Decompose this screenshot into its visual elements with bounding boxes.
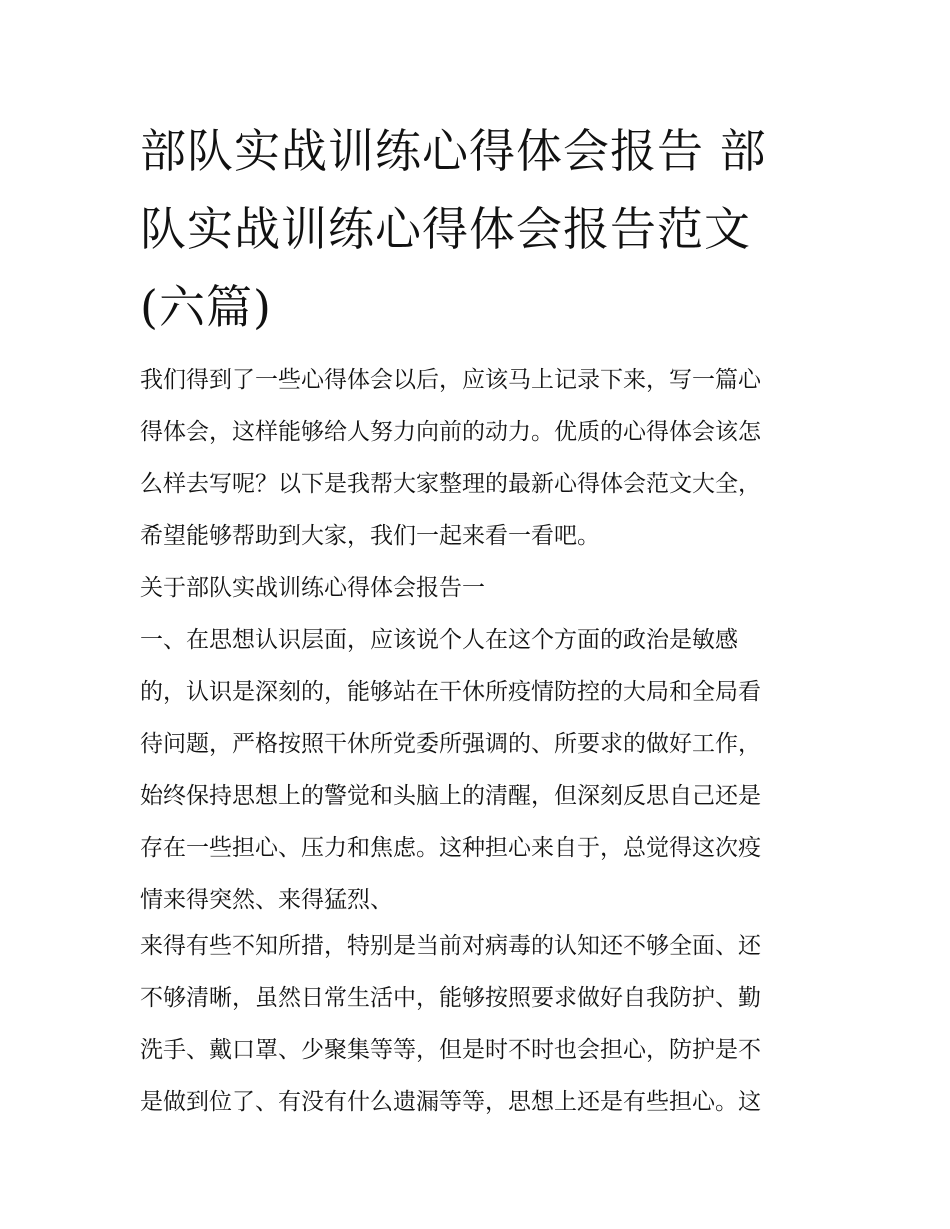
paragraph-line: 始终保持思想上的警觉和头脑上的清醒，但深刻反思自己还是 xyxy=(140,783,761,809)
title-line: (六篇) xyxy=(140,280,272,334)
intro-line: 希望能够帮助到大家，我们一起来看一看吧。 xyxy=(140,523,600,549)
paragraph-line: 情来得突然、来得猛烈、 xyxy=(140,887,393,913)
paragraph-line: 的，认识是深刻的，能够站在干休所疫情防控的大局和全局看 xyxy=(140,679,761,705)
section-heading: 关于部队实战训练心得体会报告一 xyxy=(140,575,485,601)
intro-line: 得体会，这样能够给人努力向前的动力。优质的心得体会该怎 xyxy=(140,419,761,445)
document-title xyxy=(140,112,820,346)
paragraph-line: 来得有些不知所措，特别是当前对病毒的认知还不够全面、还 xyxy=(140,933,761,959)
intro-line: 我们得到了一些心得体会以后，应该马上记录下来，写一篇心 xyxy=(140,367,761,393)
title-line: 队实战训练心得体会报告范文 xyxy=(140,202,751,256)
paragraph-line: 一、在思想认识层面，应该说个人在这个方面的政治是敏感 xyxy=(140,627,738,653)
paragraph-line: 是做到位了、有没有什么遗漏等等，思想上还是有些担心。这 xyxy=(140,1089,761,1115)
paragraph-line: 洗手、戴口罩、少聚集等等，但是时不时也会担心，防护是不 xyxy=(140,1037,761,1063)
paragraph-line: 存在一些担心、压力和焦虑。这种担心来自于，总觉得这次疫 xyxy=(140,835,761,861)
paragraph-line: 待问题，严格按照干休所党委所强调的、所要求的做好工作， xyxy=(140,731,761,757)
document-body xyxy=(140,358,830,1132)
intro-line: 么样去写呢？以下是我帮大家整理的最新心得体会范文大全， xyxy=(140,471,761,497)
title-line: 部队实战训练心得体会报告 部 xyxy=(140,124,767,178)
paragraph-line: 不够清晰，虽然日常生活中，能够按照要求做好自我防护、勤 xyxy=(140,985,761,1011)
